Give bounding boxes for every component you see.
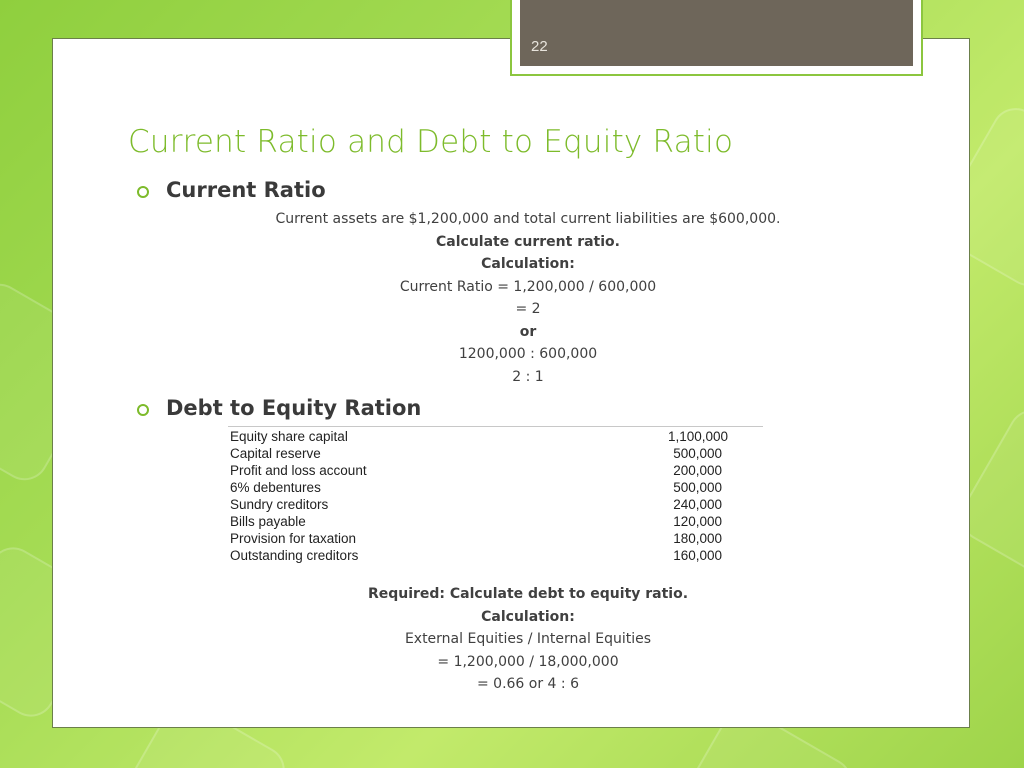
table-row-label: Provision for taxation: [230, 531, 357, 546]
current-ratio-calculation: [128, 208, 928, 388]
table-row-label: Capital reserve: [230, 446, 321, 461]
table-row-value: 120,000: [673, 514, 722, 529]
current-ratio-line: 1200,000 : 600,000: [458, 346, 598, 362]
current-ratio-line: or: [519, 323, 537, 340]
table-row: [230, 462, 730, 479]
table-row: [230, 496, 730, 513]
table-row-value: 1,100,000: [667, 429, 728, 444]
table-row: [230, 479, 730, 496]
debt-equity-line: = 0.66 or 4 : 6: [476, 676, 579, 692]
current-ratio-line: = 2: [515, 301, 541, 317]
current-ratio-heading: Current Ratio: [166, 178, 326, 202]
slide-title: Current Ratio and Debt to Equity Ratio: [128, 124, 734, 160]
debt-equity-line: External Equities / Internal Equities: [404, 631, 652, 647]
balance-table: [230, 428, 730, 564]
current-ratio-line: Calculate current ratio.: [436, 233, 620, 250]
table-row: [230, 530, 730, 547]
table-row-label: Sundry creditors: [230, 497, 329, 512]
current-ratio-line: Calculation:: [481, 256, 575, 272]
circle-bullet-icon: [137, 186, 149, 198]
table-row-value: 160,000: [673, 548, 722, 563]
table-row-value: 180,000: [673, 531, 722, 546]
table-row: [230, 428, 730, 445]
table-row: [230, 513, 730, 530]
slide-number-panel: [520, 0, 913, 66]
table-row-value: 200,000: [673, 463, 722, 478]
current-ratio-line: 2 : 1: [512, 368, 544, 385]
table-row-value: 500,000: [673, 446, 722, 461]
table-row-label: Outstanding creditors: [230, 548, 359, 563]
debt-equity-line: = 1,200,000 / 18,000,000: [437, 653, 619, 670]
debt-equity-heading: Debt to Equity Ration: [166, 396, 422, 420]
table-row-label: Bills payable: [230, 514, 306, 529]
table-row-label: 6% debentures: [230, 480, 321, 495]
table-divider: [228, 426, 763, 427]
table-row-value: 500,000: [673, 480, 722, 495]
circle-bullet-icon: [137, 404, 149, 416]
debt-equity-calculation: [128, 583, 928, 696]
debt-equity-line: Required: Calculate debt to equity ratio.: [367, 586, 689, 602]
table-row: [230, 445, 730, 462]
slide-number: 22: [531, 38, 548, 55]
table-row-label: Equity share capital: [230, 429, 348, 444]
current-ratio-line: Current Ratio = 1,200,000 / 600,000: [399, 278, 657, 295]
table-row-label: Profit and loss account: [230, 463, 367, 478]
debt-equity-line: Calculation:: [481, 608, 575, 625]
table-row-value: 240,000: [673, 497, 722, 512]
table-row: [230, 547, 730, 564]
current-ratio-line: Current assets are $1,200,000 and total current liabilities are $600,000.: [275, 211, 781, 227]
